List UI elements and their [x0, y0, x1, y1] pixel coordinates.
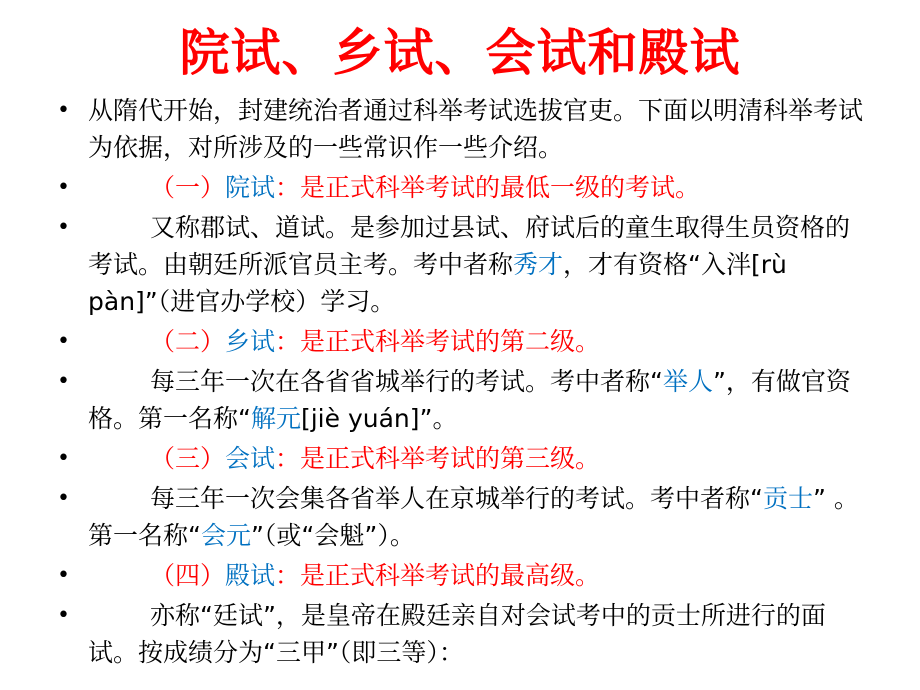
bullet: • — [57, 486, 70, 511]
list-item — [0, 209, 920, 320]
heading-term: 会试 — [225, 444, 276, 473]
heading-desc: 是正式科举考试的最高级。 — [300, 561, 601, 590]
content-list — [0, 92, 920, 674]
bullet: • — [57, 175, 70, 200]
bullet: • — [57, 563, 70, 588]
heading-desc: 是正式科举考试的第二级。 — [300, 327, 601, 356]
heading-desc: 是正式科举考试的第三级。 — [300, 444, 601, 473]
heading-colon: ： — [275, 444, 301, 473]
list-item-heading-xiangshi — [0, 323, 920, 360]
highlight-term: 秀才 — [513, 250, 564, 279]
list-item-heading-dianshi — [0, 557, 920, 594]
heading-number: （一） — [150, 173, 226, 202]
heading-term: 乡试 — [225, 327, 276, 356]
paragraph-text: [jiè yuán]”。 — [300, 404, 458, 433]
bullet: • — [57, 603, 70, 628]
heading-colon: ： — [275, 173, 301, 202]
bullet: • — [57, 98, 70, 123]
paragraph-text: ” 。第一名称“ — [88, 484, 859, 550]
bullet: • — [57, 369, 70, 394]
highlight-term: 会元 — [200, 521, 251, 550]
list-item-heading-huishi — [0, 440, 920, 477]
heading-desc: 是正式科举考试的最低一级的考试。 — [300, 173, 701, 202]
list-item — [0, 480, 920, 554]
paragraph-text: ，才有资格“入泮[rù pàn]”（进官办学校）学习。 — [88, 250, 787, 316]
paragraph-text: 每三年一次在各省省城举行的考试。考中者称“ — [150, 367, 663, 396]
heading-number: （四） — [150, 561, 226, 590]
list-item — [0, 92, 920, 166]
paragraph-text: ”（或“会魁”）。 — [250, 521, 415, 550]
slide-title: 院试、乡试、会试和殿试 — [179, 23, 741, 82]
paragraph-text: 每三年一次会集各省举人在京城举行的考试。考中者称“ — [150, 484, 763, 513]
bullet: • — [57, 329, 70, 354]
highlight-term: 贡士 — [762, 484, 813, 513]
bullet: • — [57, 215, 70, 240]
heading-colon: ： — [275, 561, 301, 590]
list-item — [0, 597, 920, 671]
paragraph-text: 从隋代开始，封建统治者通过科举考试选拔官吏。下面以明清科举考试为依据，对所涉及的一些常识作一些介绍。 — [88, 96, 864, 162]
bullet: • — [57, 446, 70, 471]
highlight-term: 解元 — [250, 404, 301, 433]
heading-term: 殿试 — [225, 561, 276, 590]
heading-colon: ： — [275, 327, 301, 356]
heading-number: （三） — [150, 444, 226, 473]
highlight-term: 举人 — [662, 367, 713, 396]
paragraph-text: 亦称“廷试”，是皇帝在殿廷亲自对会试考中的贡士所进行的面试。按成绩分为“三甲”（即三等）： — [88, 601, 826, 667]
list-item — [0, 363, 920, 437]
heading-term: 院试 — [225, 173, 276, 202]
paragraph-text: ”，有做官资格。第一名称“ — [88, 367, 851, 433]
heading-number: （二） — [150, 327, 226, 356]
paragraph-text: 又称郡试、道试。是参加过县试、府试后的童生取得生员资格的考试。由朝廷所派官员主考。考中者称 — [88, 213, 851, 279]
list-item-heading-yuanshi — [0, 169, 920, 206]
